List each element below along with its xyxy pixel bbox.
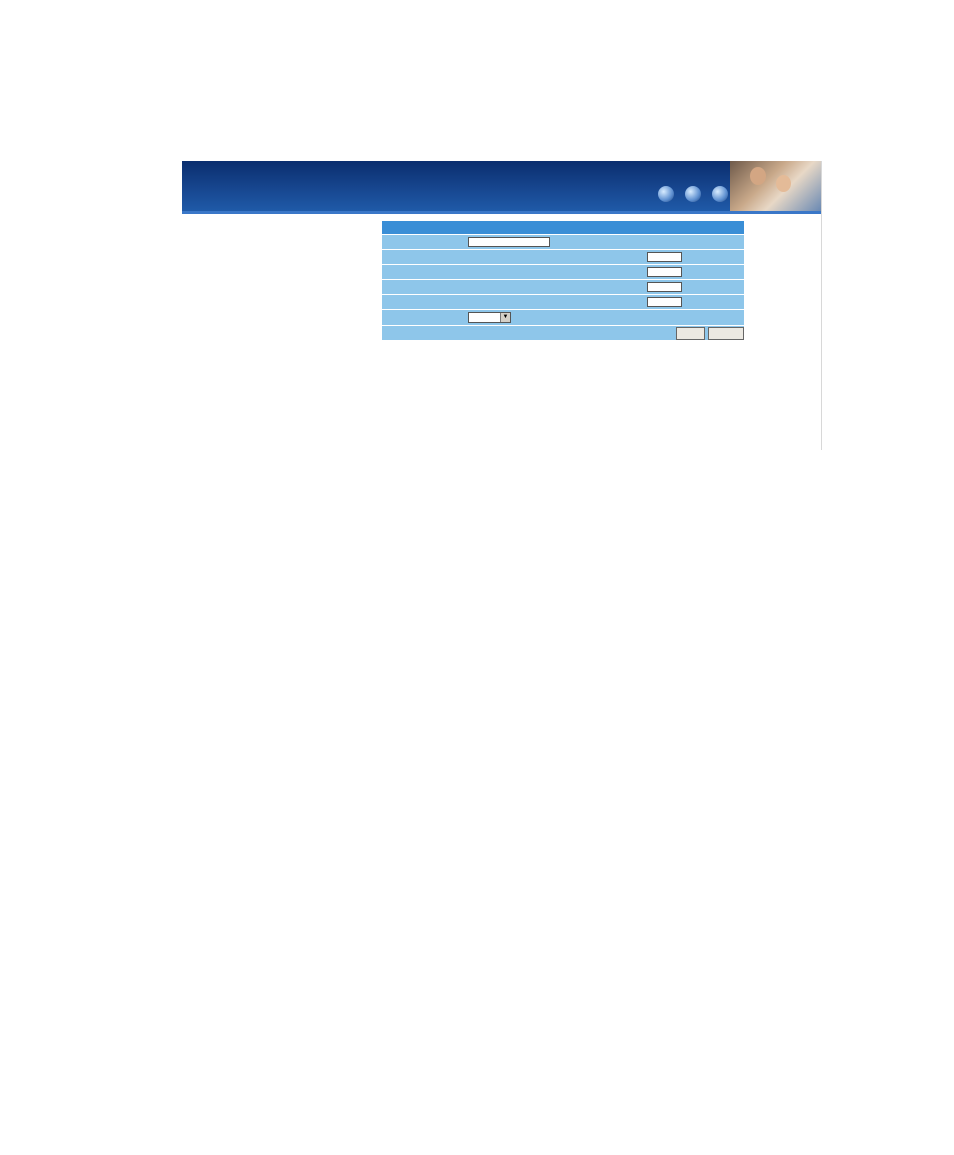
name-row	[382, 235, 744, 249]
priority-row	[382, 310, 744, 325]
upstream-maximum-input[interactable]	[647, 297, 682, 307]
globe-icon	[712, 186, 728, 202]
button-row	[382, 326, 744, 340]
banner	[182, 161, 821, 211]
priority-select[interactable]	[468, 312, 511, 323]
step-2	[120, 471, 125, 493]
downstream-maximum-row	[382, 265, 744, 279]
name-input[interactable]	[468, 237, 550, 247]
qos-screenshot	[182, 161, 822, 450]
banner-photo	[730, 161, 821, 211]
upstream-maximum-row	[382, 295, 744, 309]
step-1	[120, 105, 125, 127]
upstream-guaranteed-input[interactable]	[647, 282, 682, 292]
downstream-guaranteed-input[interactable]	[647, 252, 682, 262]
banner-bar	[182, 211, 821, 214]
form-header	[382, 221, 744, 234]
globe-icon	[658, 186, 674, 202]
globe-icon	[685, 186, 701, 202]
downstream-maximum-input[interactable]	[647, 267, 682, 277]
cancel-button[interactable]	[708, 327, 744, 340]
ok-button[interactable]	[676, 327, 705, 340]
chevron-down-icon: ▼	[500, 313, 510, 322]
upstream-guaranteed-row	[382, 280, 744, 294]
downstream-guaranteed-row	[382, 250, 744, 264]
